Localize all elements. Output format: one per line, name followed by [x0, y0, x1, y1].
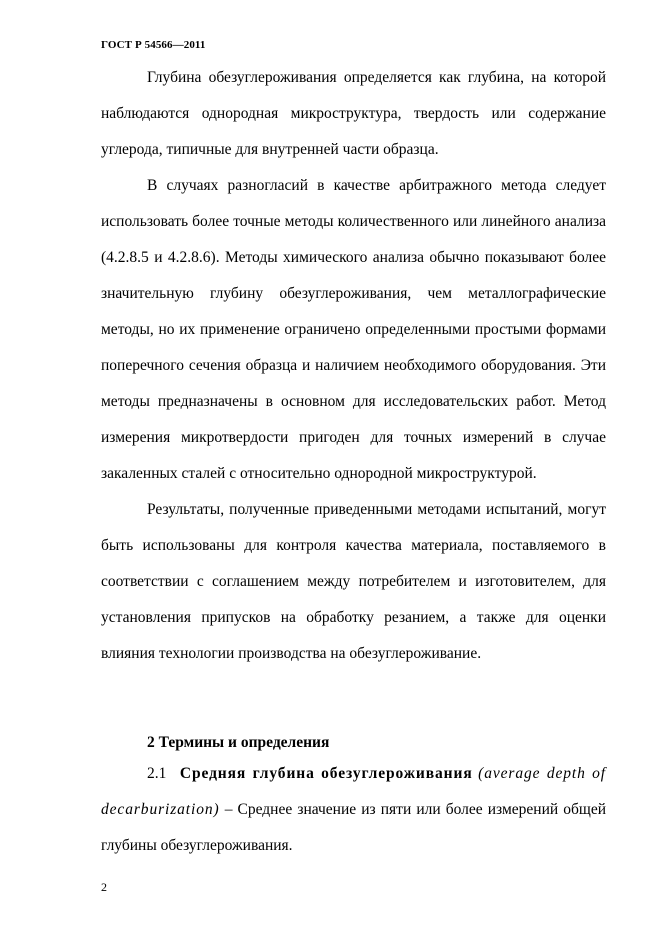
term-english: (average depth of decarburization): [101, 765, 607, 818]
paragraph-decarb-depth: Глубина обезуглероживания определяется как глубина, на которой наблюдаются однородная микроструктура, твердость или содержание углерода, типичные для внутренней части образца.: [101, 69, 606, 158]
body-text: [101, 60, 606, 672]
document-header: ГОСТ Р 54566—2011: [101, 39, 206, 51]
term-name: Средняя глубина обезуглероживания: [179, 765, 473, 782]
term-text: – Среднее значение из пяти или более измерений общей глубины обезуглероживания.: [101, 801, 606, 854]
term-number: 2.1: [147, 765, 167, 782]
page-number: 2: [101, 880, 107, 894]
section-heading: 2 Термины и определения: [147, 734, 330, 751]
paragraph-arbitration: В случаях разногласий в качестве арбитражного метода следует использовать более точные методы количественного или линейного анализа (4.2.8.5 и 4.2.8.6). Методы химического анализа обычно показывают более значительную глубину обезуглероживания, чем металлографические методы, но их применение ограничено определенными простыми формами поперечного сечения образца и наличием необходимого оборудования. Эти методы предназначены в основном для исследовательских работ. Метод измерения микротвердости пригоден для точных измерений в случае закаленных сталей с относительно однородной микроструктурой.: [101, 177, 606, 482]
paragraph-results: Результаты, полученные приведенными методами испытаний, могут быть использованы для контроля качества материала, поставляемого в соответствии с соглашением между потребителем и изготовителем, для установления припусков на обработку резанием, а также для оценки влияния технологии производства на обезуглероживание.: [101, 501, 606, 662]
term-definition: [101, 756, 606, 864]
